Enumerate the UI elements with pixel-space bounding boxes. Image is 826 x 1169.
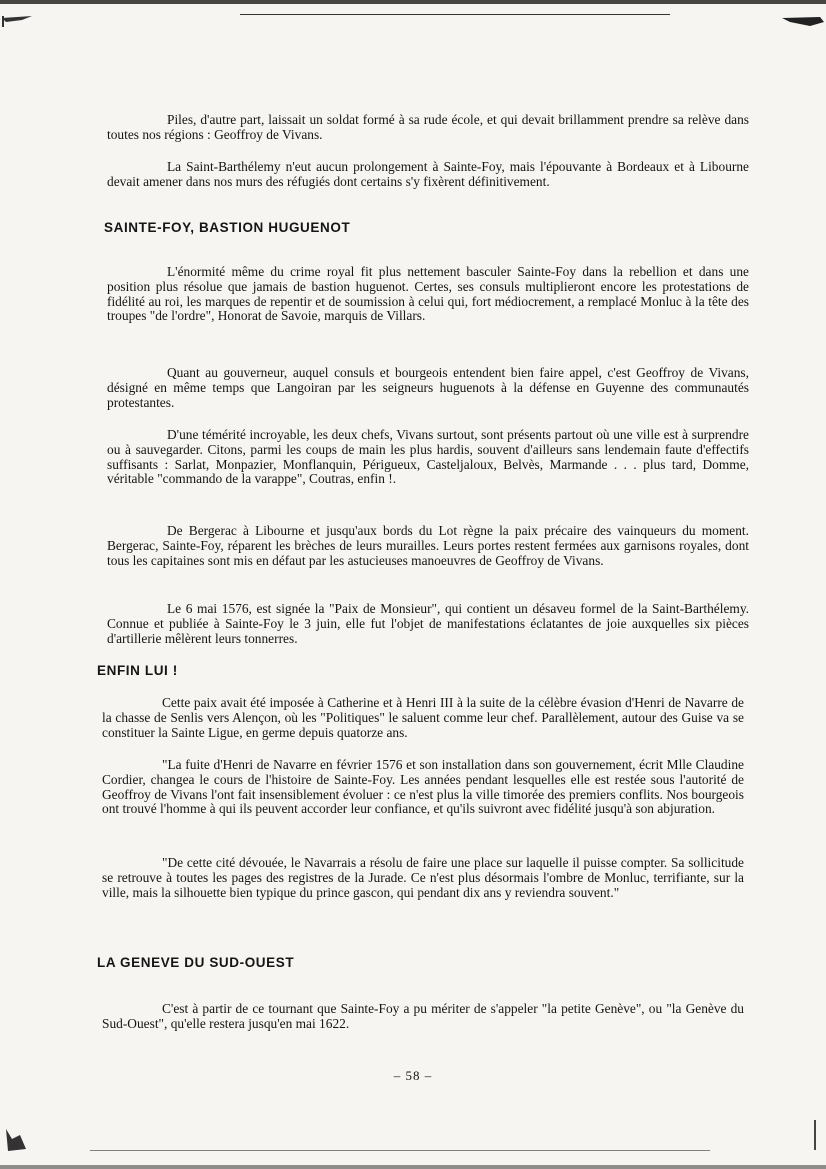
paragraph-10: "De cette cité dévouée, le Navarrais a résolu de faire une place sur laquelle il puisse compter. Sa sollicitude se retrouve à toutes les pages des registres de la Jurade. Ce n'est plus désormais l'ombre de Monluc, terrifiante, sur la ville, mais la silhouette bien typique du prince gascon, qui pendant dix ans y reviendra souvent." (102, 855, 744, 900)
paragraph-1: Piles, d'autre part, laissait un soldat formé à sa rude école, et qui devait brillamment prendre sa relève dans toutes nos régions : Geoffroy de Vivans. (107, 112, 749, 142)
section-heading-sainte-foy-bastion-huguenot: SAINTE-FOY, BASTION HUGUENOT (104, 220, 351, 235)
paragraph-4: Quant au gouverneur, auquel consuls et bourgeois entendent bien faire appel, c'est Geoffroy de Vivans, désigné en même temps que Langoiran par les seigneurs huguenots à la défense en Guyenne des communautés protestantes. (107, 365, 749, 410)
scan-corner-mark-bottom-right (808, 1120, 826, 1154)
scan-corner-mark-top-right (780, 14, 826, 34)
paragraph-7: Le 6 mai 1576, est signée la "Paix de Monsieur", qui contient un désaveu formel de la Saint-Barthélemy. Connue et publiée à Sainte-Foy le 3 juin, elle fut l'objet de manifestations éclatantes de joie auxquelles six pièces d'artillerie mêlèrent leurs tonnerres. (107, 601, 749, 646)
scan-corner-mark-bottom-left (4, 1125, 30, 1155)
scan-top-edge (0, 0, 826, 4)
paragraph-11: C'est à partir de ce tournant que Sainte-Foy a pu mériter de s'appeler "la petite Genève", ou "la Genève du Sud-Ouest", qu'elle restera jusqu'en mai 1622. (102, 1001, 744, 1031)
paragraph-5: D'une témérité incroyable, les deux chefs, Vivans surtout, sont présents partout où une ville est à surprendre ou à sauvegarder. Citons, parmi les coups de main les plus hardis, souvent d'ailleurs sans lendemain faute d'effectifs suffisants : Sarlat, Monpazier, Monflanquin, Périgueux, Casteljaloux, Belvès, Marmande . . . plus tard, Domme, véritable "commando de la varappe", Coutras, enfin !. (107, 427, 749, 487)
scan-bottom-rule (90, 1150, 710, 1151)
scan-top-rule (240, 14, 670, 15)
section-heading-enfin-lui: ENFIN LUI ! (97, 663, 178, 678)
paragraph-9: "La fuite d'Henri de Navarre en février 1576 et son installation dans son gouvernement, écrit Mlle Claudine Cordier, changea le cours de l'histoire de Sainte-Foy. Les années pendant lesquelles elle est restée sous l'autorité de Geoffroy de Vivans l'ont fait insensiblement évoluer : ce n'est plus la ville timorée des premiers conflits. Nos bourgeois ont trouvé l'homme à qui ils peuvent accorder leur confiance, et qu'ils suivront avec fidélité jusqu'à son abjuration. (102, 757, 744, 817)
paragraph-2: La Saint-Barthélemy n'eut aucun prolongement à Sainte-Foy, mais l'épouvante à Bordeaux et à Libourne devait amener dans nos murs des réfugiés dont certains s'y fixèrent définitivement. (107, 159, 749, 189)
paragraph-8: Cette paix avait été imposée à Catherine et à Henri III à la suite de la célèbre évasion d'Henri de Navarre de la chasse de Senlis vers Alençon, où les "Politiques" le saluent comme leur chef. Parallèlement, autour des Guise va se constituer la Sainte Ligue, en germe depuis quatorze ans. (102, 695, 744, 740)
scan-corner-mark-top-left (2, 14, 36, 28)
paragraph-3: L'énormité même du crime royal fit plus nettement basculer Sainte-Foy dans la rebellion et dans une position plus résolue que jamais de bastion huguenot. Certes, ses consuls multiplieront encore les protestations de fidélité au roi, les marques de repentir et de soumission à celui qui, fort médiocrement, a remplacé Monluc à la tête des troupes "de l'ordre", Honorat de Savoie, marquis de Villars. (107, 264, 749, 324)
scan-bottom-edge (0, 1165, 826, 1169)
section-heading-la-geneve-du-sud-ouest: LA GENEVE DU SUD-OUEST (97, 955, 295, 970)
paragraph-6: De Bergerac à Libourne et jusqu'aux bords du Lot règne la paix précaire des vainqueurs du moment. Bergerac, Sainte-Foy, réparent les brèches de leurs murailles. Leurs portes restent fermées aux garnisons royales, dont tous les capitaines sont mis en défaut par les astucieuses manoeuvres de Geoffroy de Vivans. (107, 523, 749, 568)
page-number: – 58 – (393, 1068, 433, 1083)
